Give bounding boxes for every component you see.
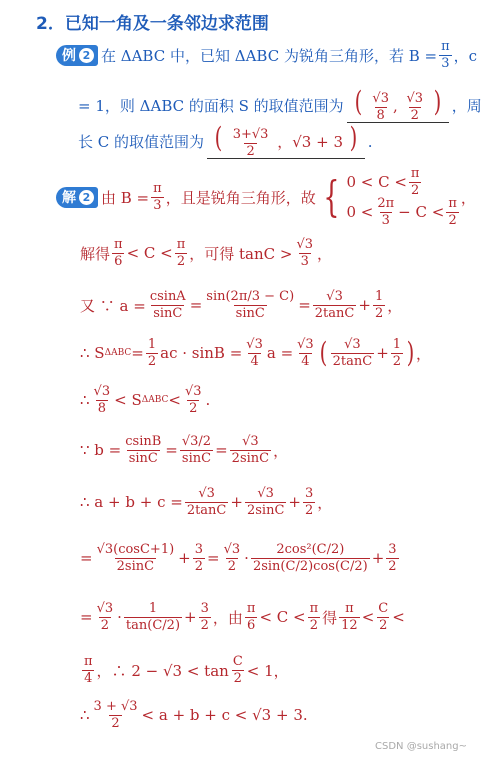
- left-brace: {: [323, 172, 340, 221]
- solution-line-3: 又 ∵ a = $\frac{csinA}{\sin C}$ = $\frac{\sin(2\pi/3 - C)}{\sin C}$ = $\frac{√3}{2\tan C}$ + $\frac{1}{2}$ ，: [80, 289, 403, 321]
- example-line-2: = 1，则 ΔABC 的面积 S 的取值范围为 ( $\frac{√3}{8}$ , $\frac{√3}{2}$ ) ，周: [78, 85, 482, 123]
- watermark: CSDN @sushang~: [375, 741, 467, 752]
- solution-line-9: = $\frac{√3}{2}$ · $\frac{1}{\tan(C/2)}$ + $\frac{3}{2}$ ，由 $\frac{\pi}{6}$ < C < $\frac{\pi}{2}$ 得 $\frac{\pi}{12}$ < $\frac{C}{2}$ <: [80, 601, 405, 633]
- solution-line-2: 解得 $\frac{\pi}{6}$ < C < $\frac{\pi}{2}$ ，可得 tanC > $\frac{√3}{3}$ ，: [80, 237, 333, 269]
- solution-line-7: ∴ a + b + c = $\frac{√3}{2\tan C}$ + $\frac{√3}{2\sin C}$ + $\frac{3}{2}$ ，: [80, 486, 333, 518]
- solution-line-10: $\frac{\pi}{4}$ ，∴ 2 − √3 < tan $\frac{C}{2}$ < 1，: [84, 654, 289, 686]
- fraction: $\frac{\pi}{3}$: [441, 39, 450, 71]
- inequality-system: 0 < C < $\frac{\pi}{2}$ 0 < $\frac{2\pi}{3}$ − C < $\frac{\pi}{2}$: [346, 165, 457, 228]
- solution-line-6: ∵ b = $\frac{csinB}{\sin C}$ = $\frac{√3/2}{\sin C}$ = $\frac{√3}{2\sin C}$ ，: [80, 434, 289, 466]
- section-title: 2．已知一角及一条邻边求范围: [36, 14, 269, 34]
- example-line-3: 长 C 的取值范围为 ( $\frac{3+√3}{2}$ ，√3 + 3 ) .: [78, 121, 373, 159]
- solution-line-4: ∴ S ΔABC = $\frac{1}{2}$ ac · sinB = $\frac{√3}{4}$ a = $\frac{√3}{4}$ ( $\frac{√3}{2\tan C}$ + $\frac{1}{2}$ ) ，: [80, 336, 432, 370]
- solution-line-1: 解 2 由 B = $\frac{\pi}{3}$ ，且是锐角三角形，故 { 0 < C < $\frac{\pi}{2}$ 0 < $\frac{2\pi}{3}$ − C < $\frac{\pi}{2}$ ，: [56, 167, 476, 227]
- solution-line-5: ∴ $\frac{√3}{8}$ < S ΔABC < $\frac{√3}{2}$ .: [80, 384, 211, 416]
- solution-line-8: = $\frac{√3(\cos C+1)}{2\sin C}$ + $\frac{3}{2}$ = $\frac{√3}{2}$ · $\frac{\text{2cos²(C/2)}}{2\sin(C/2)\cos(C/2)}$ + $\frac{3}{2}$: [80, 542, 397, 574]
- example-badge: 例 2: [56, 45, 98, 66]
- area-answer-blank: ( $\frac{√3}{8}$ , $\frac{√3}{2}$ ): [347, 88, 449, 123]
- solution-line-11: ∴ $\frac{3 + √3}{2}$ < a + b + c < √3 + 3.: [80, 699, 308, 731]
- example-line-1: 例 2 在 ΔABC 中，已知 ΔABC 为锐角三角形，若 B = $\frac{\pi}{3}$ ，c: [56, 40, 477, 70]
- solution-badge: 解 2: [56, 187, 98, 208]
- perimeter-answer-blank: ( $\frac{3+√3}{2}$ ，√3 + 3 ): [207, 124, 365, 159]
